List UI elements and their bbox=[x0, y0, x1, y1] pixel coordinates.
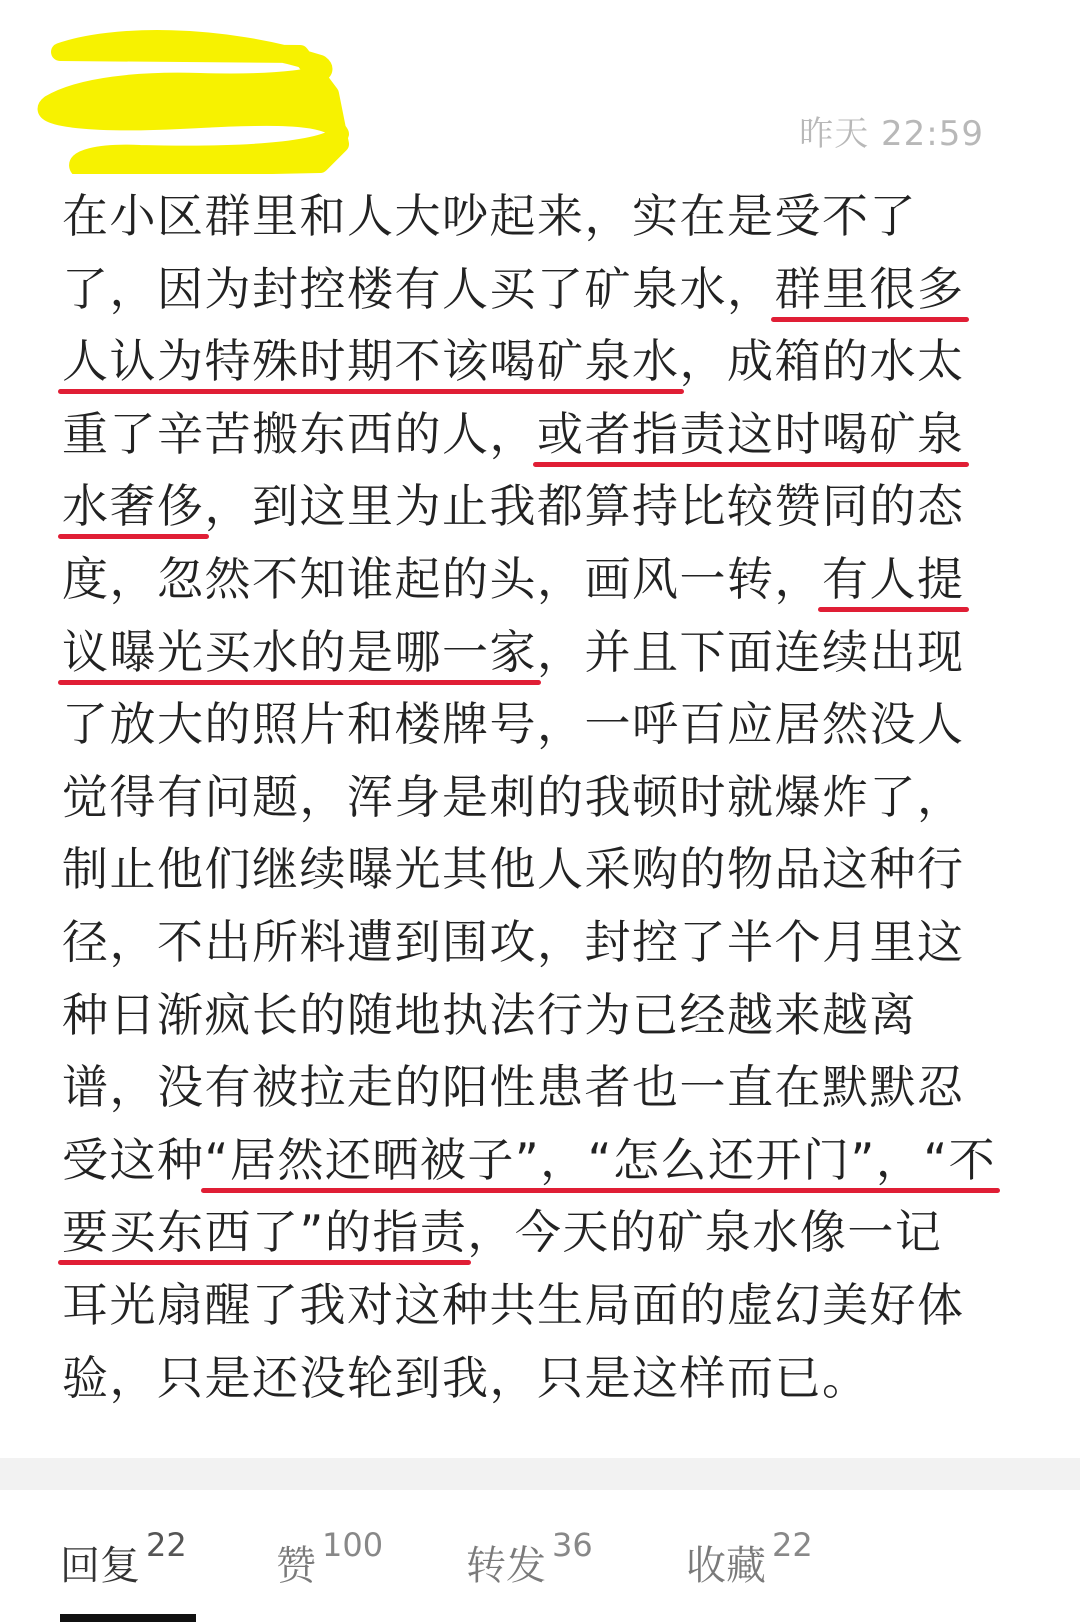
like-label: 赞 bbox=[276, 1543, 316, 1589]
post-text: 受这种 bbox=[62, 1132, 205, 1187]
post-line bbox=[62, 688, 1042, 761]
post-text: 验，只是还没轮到我，只是这样而已。 bbox=[62, 1350, 870, 1405]
post-line bbox=[62, 543, 1042, 616]
post-timestamp: 昨天 22:59 bbox=[799, 114, 984, 154]
like-tab[interactable] bbox=[276, 1526, 384, 1591]
repost-label: 转发 bbox=[466, 1543, 546, 1589]
underlined-text: 或者指责这时喝矿泉 bbox=[537, 406, 965, 461]
redaction-mark bbox=[20, 24, 350, 174]
post-line bbox=[62, 470, 1042, 543]
post-text: ，到这里为止我都算持比较赞同的态 bbox=[204, 479, 965, 534]
post-text: ，今天的矿泉水像一记 bbox=[467, 1205, 943, 1260]
section-divider bbox=[0, 1458, 1080, 1490]
post-text: 了，因为封控楼有人买了矿泉水， bbox=[62, 261, 775, 316]
active-tab-indicator bbox=[60, 1614, 196, 1622]
post-line bbox=[62, 979, 1042, 1052]
underlined-text: 有人提 bbox=[822, 551, 965, 606]
post-line bbox=[62, 325, 1042, 398]
post-line bbox=[62, 761, 1042, 834]
post-text: 谱，没有被拉走的阳性患者也一直在默默忍 bbox=[62, 1060, 965, 1115]
post-text: 耳光扇醒了我对这种共生局面的虚幻美好体 bbox=[62, 1277, 965, 1332]
post-line bbox=[62, 398, 1042, 471]
post-text: 制止他们继续曝光其他人采购的物品这种行 bbox=[62, 842, 965, 897]
post-text: 在小区群里和人大吵起来，实在是受不了 bbox=[62, 189, 917, 243]
repost-tab[interactable] bbox=[466, 1526, 593, 1591]
post-line bbox=[62, 1124, 1042, 1197]
underlined-text: 水奢侈 bbox=[62, 479, 205, 534]
like-count: 100 bbox=[322, 1526, 384, 1564]
underlined-text: “居然还晒被子”，“怎么还开门”，“不 bbox=[204, 1132, 997, 1187]
reply-label: 回复 bbox=[60, 1543, 140, 1589]
post-line bbox=[62, 833, 1042, 906]
post-text: 径，不出所料遭到围攻，封控了半个月里这 bbox=[62, 914, 965, 969]
post-line bbox=[62, 1051, 1042, 1124]
favorite-count: 22 bbox=[772, 1526, 813, 1564]
reply-tab[interactable] bbox=[60, 1526, 187, 1591]
post-text: ，成箱的水太 bbox=[679, 334, 965, 389]
post-text: 度，忽然不知谁起的头，画风一转， bbox=[62, 551, 822, 606]
action-bar bbox=[0, 1490, 1080, 1622]
post-line bbox=[62, 616, 1042, 689]
post-text: 种日渐疯长的随地执法行为已经越来越离 bbox=[62, 987, 917, 1042]
underlined-text: 要买东西了”的指责 bbox=[62, 1205, 468, 1260]
favorite-label: 收藏 bbox=[686, 1543, 766, 1589]
post-line bbox=[62, 1269, 1042, 1342]
post-text: 了放大的照片和楼牌号，一呼百应居然没人 bbox=[62, 697, 965, 752]
repost-count: 36 bbox=[552, 1526, 593, 1564]
post-line bbox=[62, 906, 1042, 979]
favorite-tab[interactable] bbox=[686, 1526, 813, 1591]
post-body bbox=[62, 180, 1042, 1414]
post-line bbox=[62, 253, 1042, 326]
underlined-text: 人认为特殊时期不该喝矿泉水 bbox=[62, 334, 680, 389]
reply-count: 22 bbox=[146, 1526, 187, 1564]
post-line bbox=[62, 1342, 1042, 1415]
underlined-text: 群里很多 bbox=[774, 261, 965, 316]
post-line bbox=[62, 1196, 1042, 1269]
post-text: 重了辛苦搬东西的人， bbox=[62, 406, 537, 461]
post-text: 觉得有问题，浑身是刺的我顿时就爆炸了， bbox=[62, 769, 965, 824]
post-line bbox=[62, 180, 1042, 253]
post-text: ，并且下面连续出现 bbox=[537, 624, 965, 679]
underlined-text: 议曝光买水的是哪一家 bbox=[62, 624, 537, 679]
